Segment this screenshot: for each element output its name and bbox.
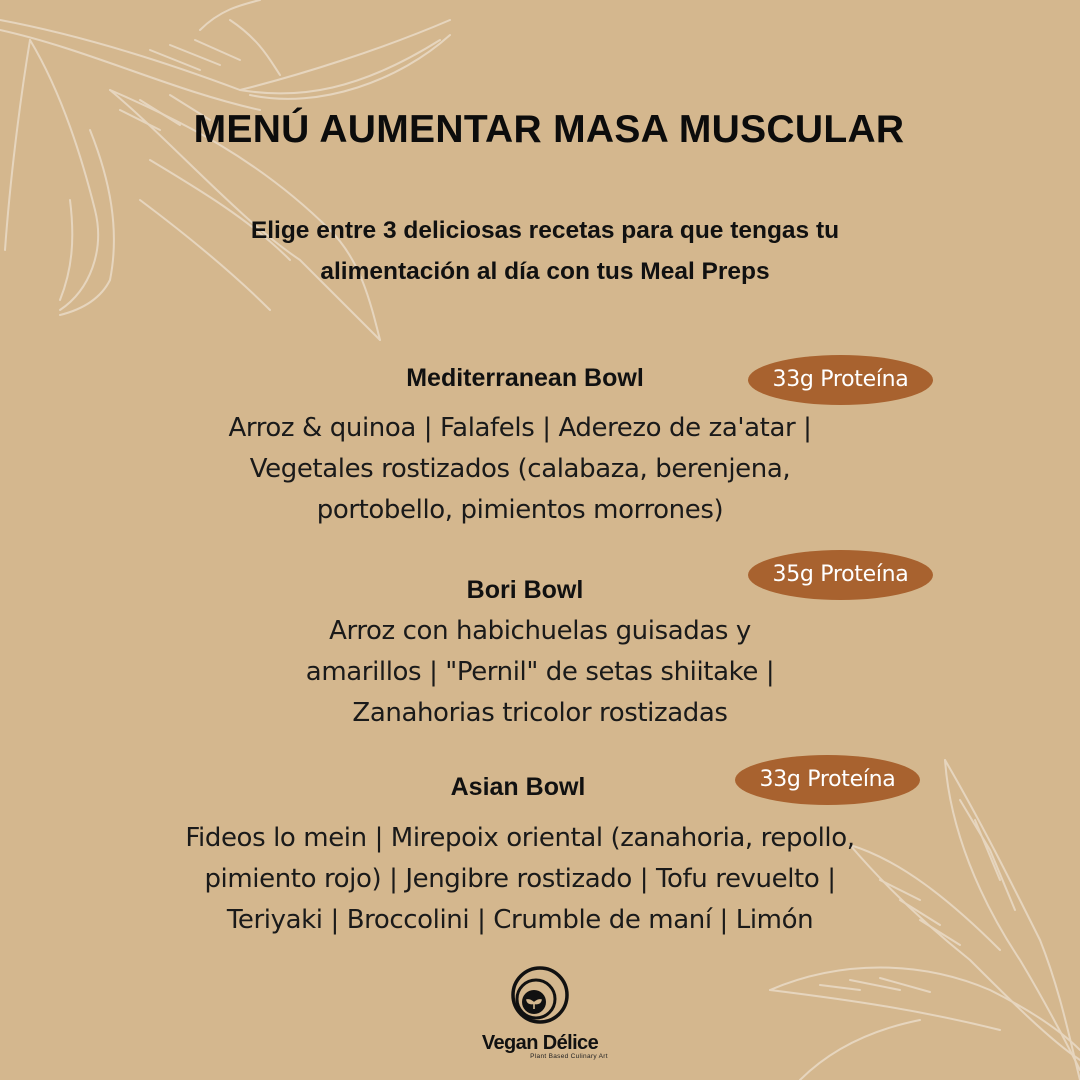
description-line: Fideos lo mein | Mirepoix oriental (zanahoria, repollo, [185, 823, 855, 853]
logo-name: Vegan Délice [481, 1032, 599, 1054]
description-line: Teriyaki | Broccolini | Crumble de maní | Limón [226, 905, 814, 935]
bowl-description-bori [140, 611, 940, 734]
bowl-name-bori: Bori Bowl [466, 576, 584, 604]
protein-badge-bori: 35g Proteína [748, 550, 933, 600]
protein-badge-mediterranean: 33g Proteína [748, 355, 933, 405]
description-line: amarillos | "Pernil" de setas shiitake | [305, 657, 775, 687]
bowl-name-mediterranean: Mediterranean Bowl [406, 364, 644, 392]
page-title: MENÚ AUMENTAR MASA MUSCULAR [193, 108, 905, 151]
brand-logo [450, 965, 630, 1065]
description-line: Arroz con habichuelas guisadas y [329, 616, 751, 646]
bowl-name-asian: Asian Bowl [450, 773, 586, 801]
bowl-description-asian [60, 818, 980, 941]
description-line: pimiento rojo) | Jengibre rostizado | Tofu revuelto | [204, 864, 836, 894]
subtitle [0, 210, 1080, 292]
description-line: portobello, pimientos morrones) [316, 495, 724, 525]
sprout-circle-icon [508, 965, 572, 1025]
subtitle-line-2: alimentación al día con tus Meal Preps [320, 258, 770, 285]
bowl-description-mediterranean [120, 408, 920, 531]
protein-badge-asian: 33g Proteína [735, 755, 920, 805]
logo-tagline: Plant Based Culinary Art [530, 1053, 608, 1060]
description-line: Zanahorias tricolor rostizadas [352, 698, 728, 728]
description-line: Arroz & quinoa | Falafels | Aderezo de za'atar | [228, 413, 812, 443]
subtitle-line-1: Elige entre 3 deliciosas recetas para que tengas tu [250, 217, 840, 244]
description-line: Vegetales rostizados (calabaza, berenjena, [249, 454, 791, 484]
